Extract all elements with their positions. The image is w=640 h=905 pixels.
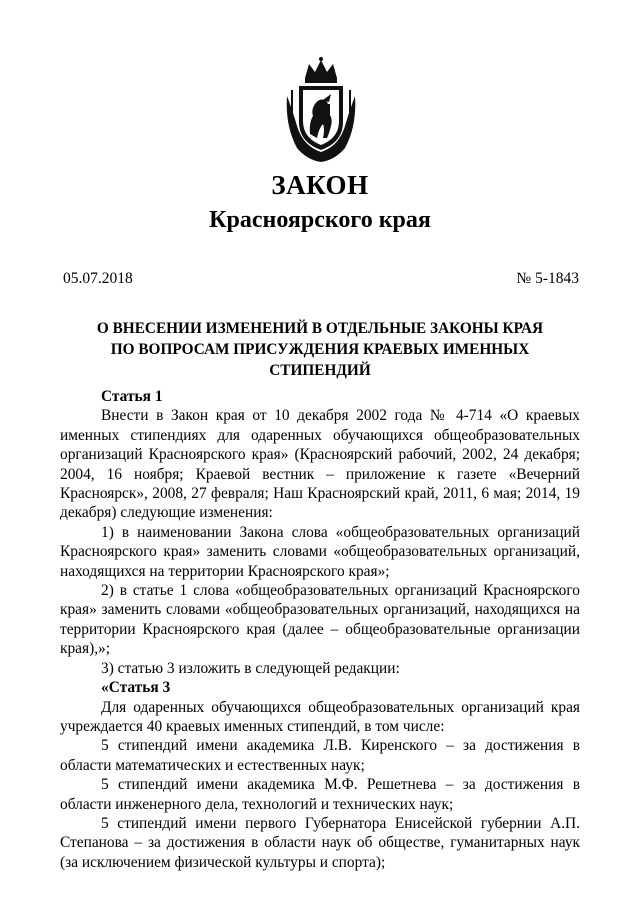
- law-heading-line-2: ПО ВОПРОСАМ ПРИСУЖДЕНИЯ КРАЕВЫХ ИМЕННЫХ СТИПЕНДИЙ: [110, 341, 530, 379]
- paragraph: 5 стипендий имени академика Л.В. Киренского – за достижения в области математических и естественных наук;: [60, 737, 580, 774]
- document-number: № 5-1843: [516, 270, 579, 287]
- paragraph: 1) в наименовании Закона слова «общеобразовательных организаций Красноярского края» заменить словами «общеобразовательных организаций, находящихся на территории Красноярского края»;: [60, 523, 580, 580]
- article-1-title: Статья 1: [101, 388, 163, 405]
- law-heading-line-1: О ВНЕСЕНИИ ИЗМЕНЕНИЙ В ОТДЕЛЬНЫЕ ЗАКОНЫ КРАЯ: [96, 320, 544, 337]
- document-subtitle: Красноярского края: [209, 207, 431, 233]
- paragraph: 5 стипендий имени первого Губернатора Енисейской губернии А.П. Степанова – за достижения в области наук об обществе, гуманитарных наук (за исключением физической культуры и спорта);: [60, 814, 580, 871]
- paragraph: 5 стипендий имени академика М.Ф. Решетнева – за достижения в области инженерного дела, технологий и технических наук;: [60, 776, 580, 813]
- paragraph: 3) статью 3 изложить в следующей редакции:: [101, 659, 400, 677]
- paragraph: 2) в статье 1 слова «общеобразовательных организаций Красноярского края» заменить словами «общеобразовательных организаций, находящихся на территории Красноярского края (далее – общеобразовательные организации края),»;: [60, 582, 580, 658]
- document-body: [60, 387, 580, 872]
- document-date: 05.07.2018: [63, 270, 133, 287]
- coat-of-arms-emblem: [283, 56, 359, 164]
- law-heading: [60, 318, 580, 381]
- paragraph: Для одаренных обучающихся общеобразовательных организаций края учреждается 40 краевых именных стипендий, в том числе:: [60, 698, 580, 735]
- article-3-title: «Статья 3: [101, 679, 171, 697]
- document-title: ЗАКОН: [271, 170, 369, 200]
- paragraph: Внести в Закон края от 10 декабря 2002 года № 4-714 «О краевых именных стипендиях для одаренных обучающихся общеобразовательных организаций Красноярского края» (Красноярский рабочий, 2002, 24 декабря; 2004, 16 ноября; Краевой вестник – приложение к газете «Вечерний Красноярск», 2008, 27 февраля; Наш Красноярский край, 2011, 6 мая; 2014, 19 декабря) следующие изменения:: [60, 407, 580, 522]
